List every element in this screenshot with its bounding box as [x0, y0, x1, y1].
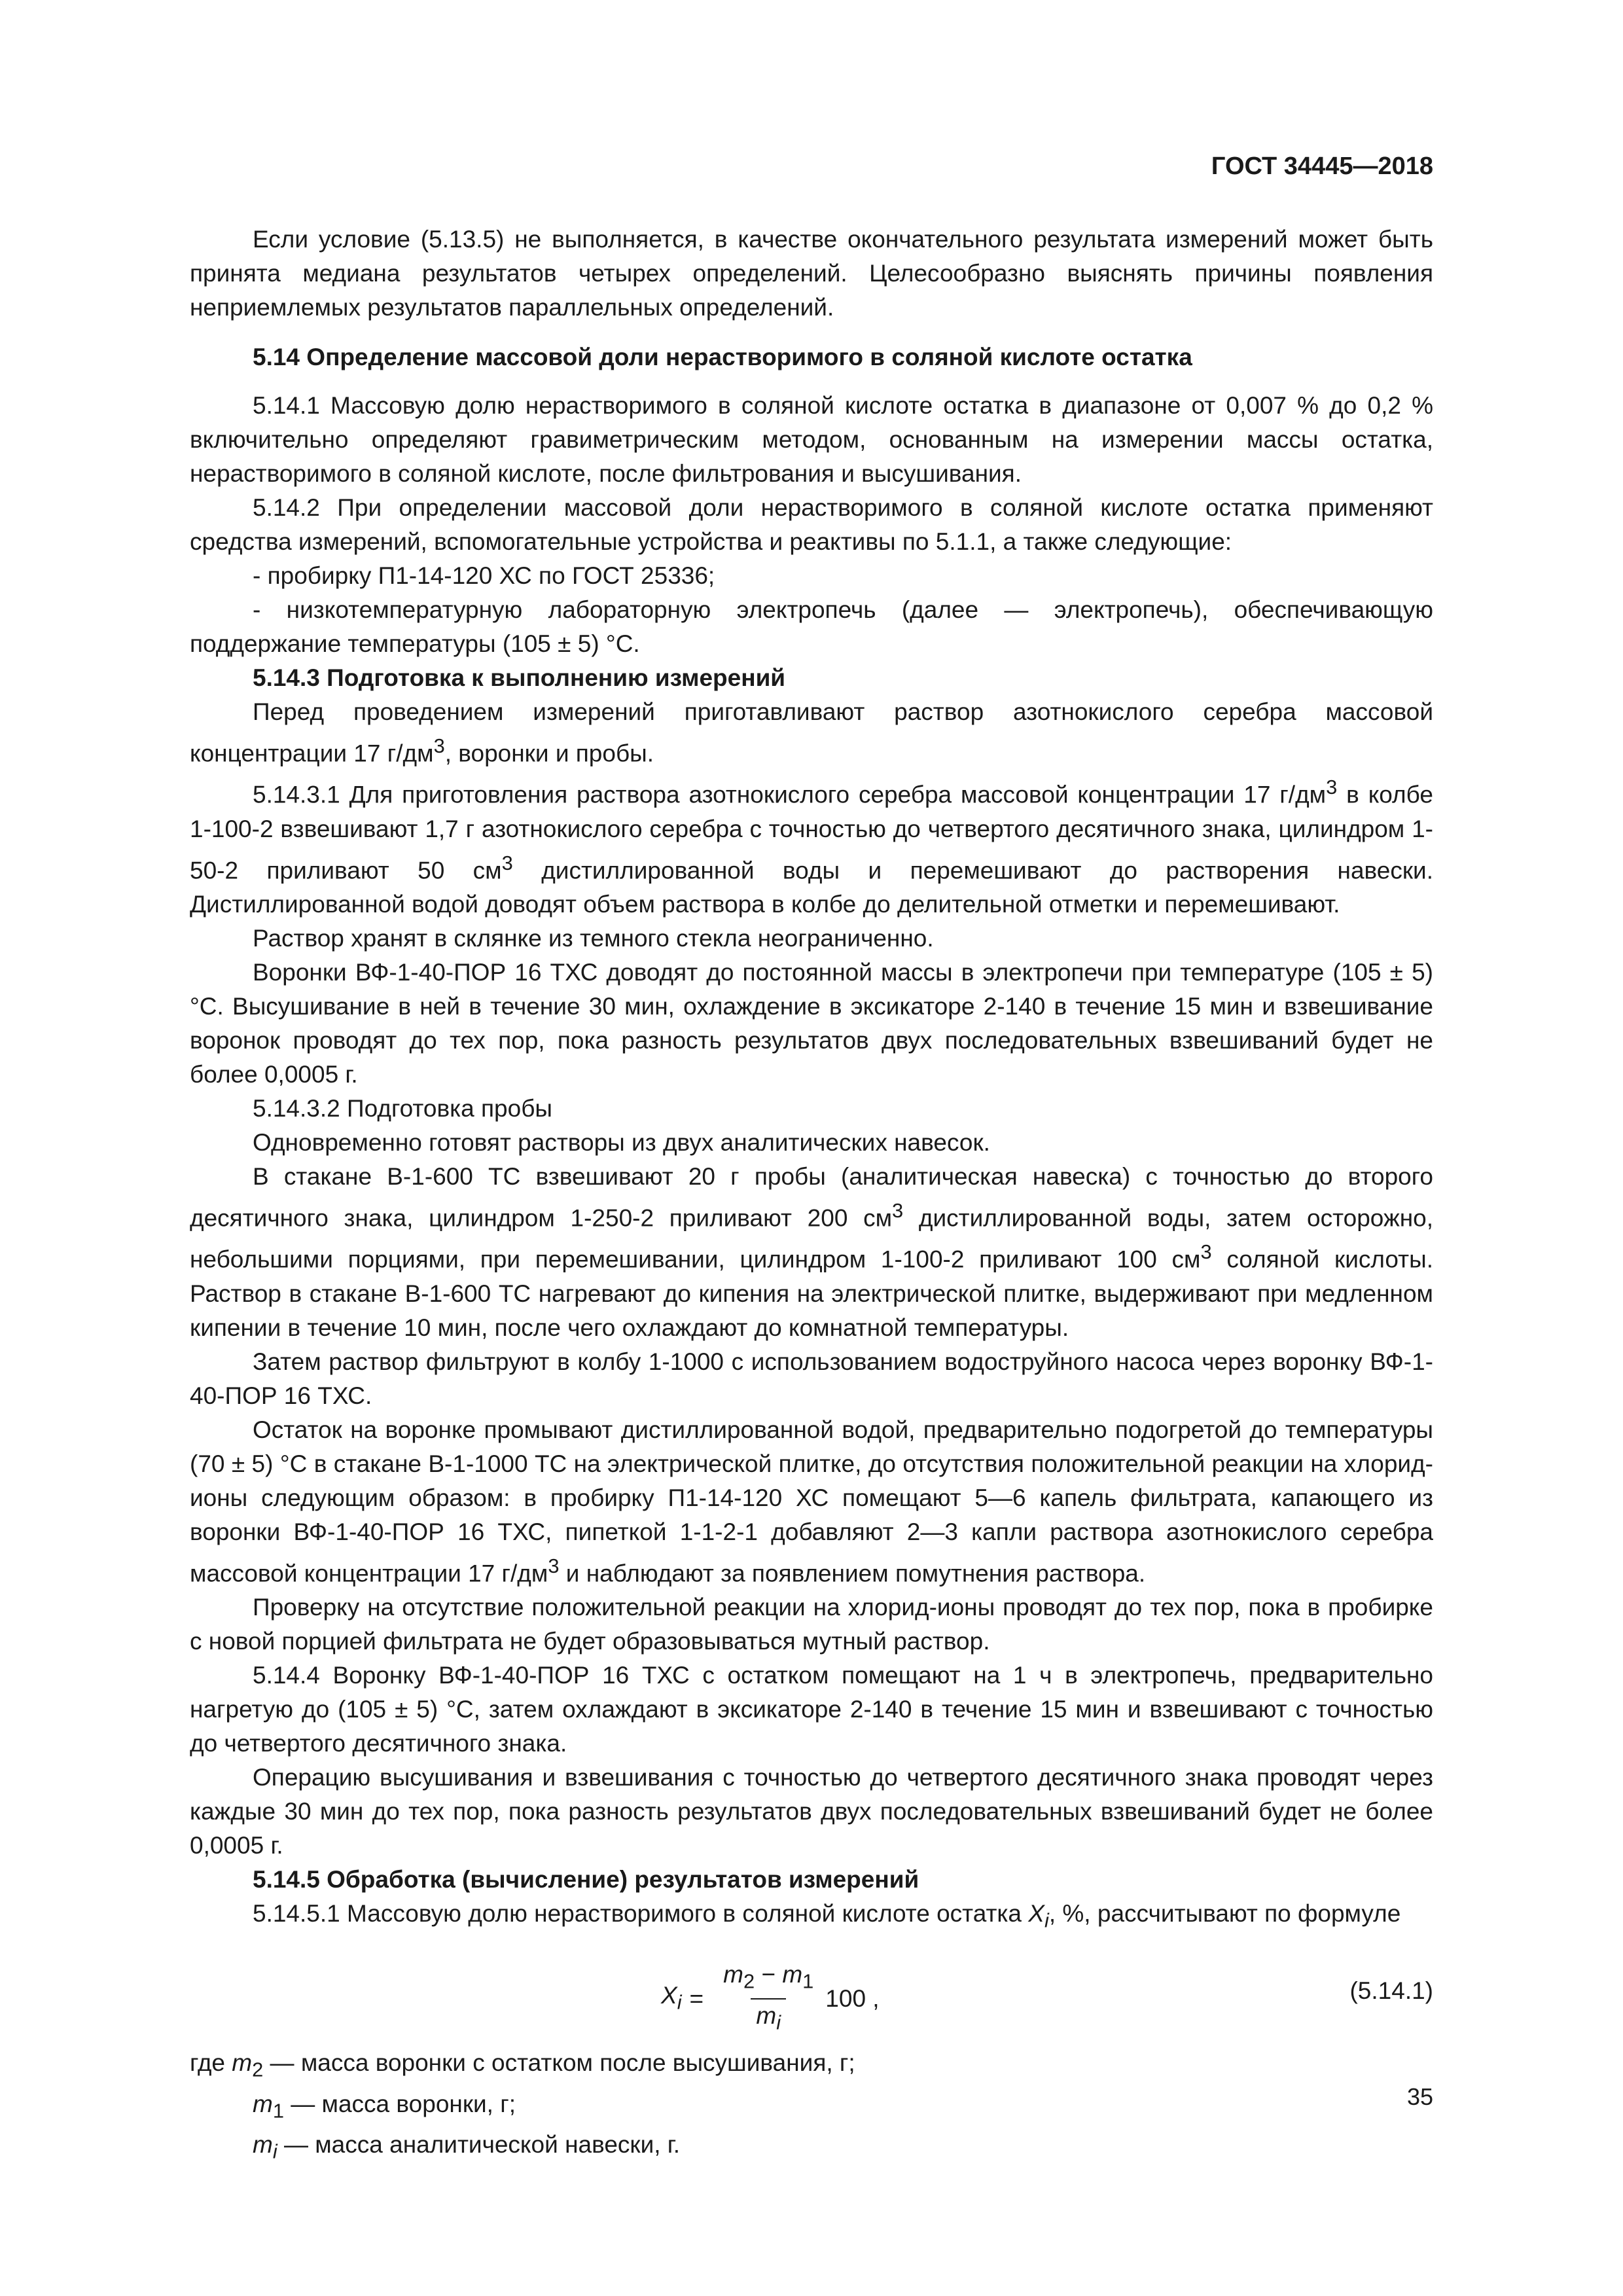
- paragraph-beaker: В стакане В-1-600 ТС взвешивают 20 г пробы (аналитическая навеска) с точностью до второго десятичного знака, цилиндром 1-250-2 приливают 200 $см^3$ дистиллированной воды, затем осторожно, небольшими порциями, при перемешивании, цилиндром 1-100-2 приливают 100 $см^3$ соляной кислоты. Раствор в стакане В-1-600 ТС нагревают до кипения на электрической плитке, выдерживают при медленном кипении в течение 10 мин, после чего охлаждают до комнатной температуры.: [190, 1162, 1433, 1341]
- formula-equals: =: [689, 1984, 704, 2012]
- paragraph-5-14-4: 5.14.4 Воронку ВФ-1-40-ПОР 16 ТХС с остатком помещают на 1 ч в электропечь, предварительно нагретую до (105 ± 5) °С, затем охлаждают в эксикаторе 2-140 в течение 15 мин и взвешивают с точностью до четвертого десятичного знака.: [190, 1661, 1433, 1757]
- paragraph-5-14-2: 5.14.2 При определении массовой доли нерастворимого в соляной кислоте остатка применяют средства измерений, вспомогательные устройства и реактивы по 5.1.1, а также следующие:: [190, 494, 1433, 555]
- formula-number: (5.14.1): [1349, 1977, 1433, 2005]
- page-number: 35: [1406, 2083, 1433, 2110]
- paragraph-5-14-3-intro: Перед проведением измерений приготавливают раствор азотнокислого серебра массовой концентрации 17 $г/дм^3$, воронки и пробы.: [190, 698, 1433, 767]
- paragraph-5-14-5-1: 5.14.5.1 Массовую долю нерастворимого в соляной кислоте остатка $X_i$, %, рассчитывают по формуле: [253, 1899, 1401, 1932]
- formula-row: [190, 1944, 1433, 2042]
- standard-header: ГОСТ 34445—2018: [1211, 152, 1433, 180]
- section-title-5-14-5: 5.14.5 Обработка (вычисление) результатов измерений: [253, 1865, 919, 1893]
- document-body: [190, 223, 1433, 2169]
- paragraph-washing: Остаток на воронке промывают дистиллированной водой, предварительно подогретой до температуры (70 ± 5) °С в стакане В-1-1000 ТС на электрической плитке, до отсутствия положительной реакции на хлорид-ионы следующим образом: в пробирку П1-14-120 ХС помещают 5—6 капель фильтрата, капающего из воронки ВФ-1-40-ПОР 16 ТХС, пипеткой 1-1-2-1 добавляют 2—3 капли раствора азотнокислого серебра массовой концентрации 17 $г/дм^3$ и наблюдают за появлением помутнения раствора.: [190, 1416, 1433, 1587]
- section-title-5-14: 5.14 Определение массовой доли нерастворимого в соляной кислоте остатка: [253, 344, 1192, 370]
- definition-m1: $m_1$ — масса воронки, г;: [253, 2090, 516, 2123]
- section-title-5-14-3: 5.14.3 Подготовка к выполнению измерений: [253, 664, 786, 691]
- formula-factor: 100 ,: [825, 1984, 880, 2012]
- formula: [661, 1960, 880, 2037]
- paragraph-storage: Раствор хранят в склянке из темного стекла неограниченно.: [253, 924, 934, 952]
- paragraph-drying-weighing: Операцию высушивания и взвешивания с точностью до четвертого десятичного знака проводят через каждые 30 мин до тех пор, пока разность результатов двух последовательных взвешиваний будет не более 0,0005 г.: [190, 1763, 1433, 1859]
- list-item-test-tube: - пробирку П1-14-120 ХС по ГОСТ 25336;: [253, 562, 715, 589]
- variable-definitions: [190, 2046, 1433, 2168]
- paragraph-median-condition: Если условие (5.13.5) не выполняется, в качестве окончательного результата измерений может быть принята медиана результатов четырех определений. Целесообразно выяснять причины появления неприемлемых результатов параллельных определений.: [190, 226, 1433, 321]
- formula-numerator: $m_2 - m_1$: [723, 1961, 814, 1993]
- paragraph-two-samples: Одновременно готовят растворы из двух аналитических навесок.: [253, 1128, 990, 1156]
- formula-denominator: $m_i$: [751, 1998, 786, 2037]
- definition-m2: где $m_2$ — масса воронки с остатком после высушивания, г;: [190, 2049, 855, 2081]
- paragraph-5-14-3-2: 5.14.3.2 Подготовка пробы: [253, 1094, 553, 1122]
- paragraph-filtering: Затем раствор фильтруют в колбу 1-1000 с использованием водоструйного насоса через воронку ВФ-1-40-ПОР 16 ТХС.: [190, 1348, 1433, 1409]
- definition-mi: $m_i$ — масса аналитической навески, г.: [253, 2131, 681, 2163]
- paragraph-5-14-1: 5.14.1 Массовую долю нерастворимого в соляной кислоте остатка в диапазоне от 0,007 % до 0,2 % включительно определяют гравиметрическим методом, основанным на измерении массы остатка, нерастворимого в соляной кислоте, после фильтрования и высушивания.: [190, 392, 1433, 487]
- paragraph-chloride-check: Проверку на отсутствие положительной реакции на хлорид-ионы проводят до тех пор, пока в пробирке с новой порцией фильтрата не будет образовываться мутный раствор.: [190, 1593, 1433, 1655]
- formula-lhs: $X_i$: [661, 1981, 682, 2013]
- formula-fraction: [718, 1960, 819, 2037]
- paragraph-5-14-3-1: 5.14.3.1 Для приготовления раствора азотнокислого серебра массовой концентрации 17 $г/дм^3$ в колбе 1-100-2 взвешивают 1,7 г азотнокислого серебра с точностью до четвертого десятичного знака, цилиндром 1-50-2 приливают 50 $см^3$ дистиллированной воды и перемешивают до растворения навески. Дистиллированной водой доводят объем раствора в колбе до делительной отметки и перемешивают.: [190, 776, 1434, 918]
- list-item-electric-furnace: - низкотемпературную лабораторную электропечь (далее — электропечь), обеспечивающую поддержание температуры (105 ± 5) °С.: [190, 596, 1433, 657]
- paragraph-funnels: Воронки ВФ-1-40-ПОР 16 ТХС доводят до постоянной массы в электропечи при температуре (105 ± 5) °С. Высушивание в ней в течение 30 мин, охлаждение в эксикаторе 2-140 в течение 15 мин и взвешивание воронок проводят до тех пор, пока разность результатов двух последовательных взвешиваний будет не более 0,0005 г.: [190, 958, 1433, 1088]
